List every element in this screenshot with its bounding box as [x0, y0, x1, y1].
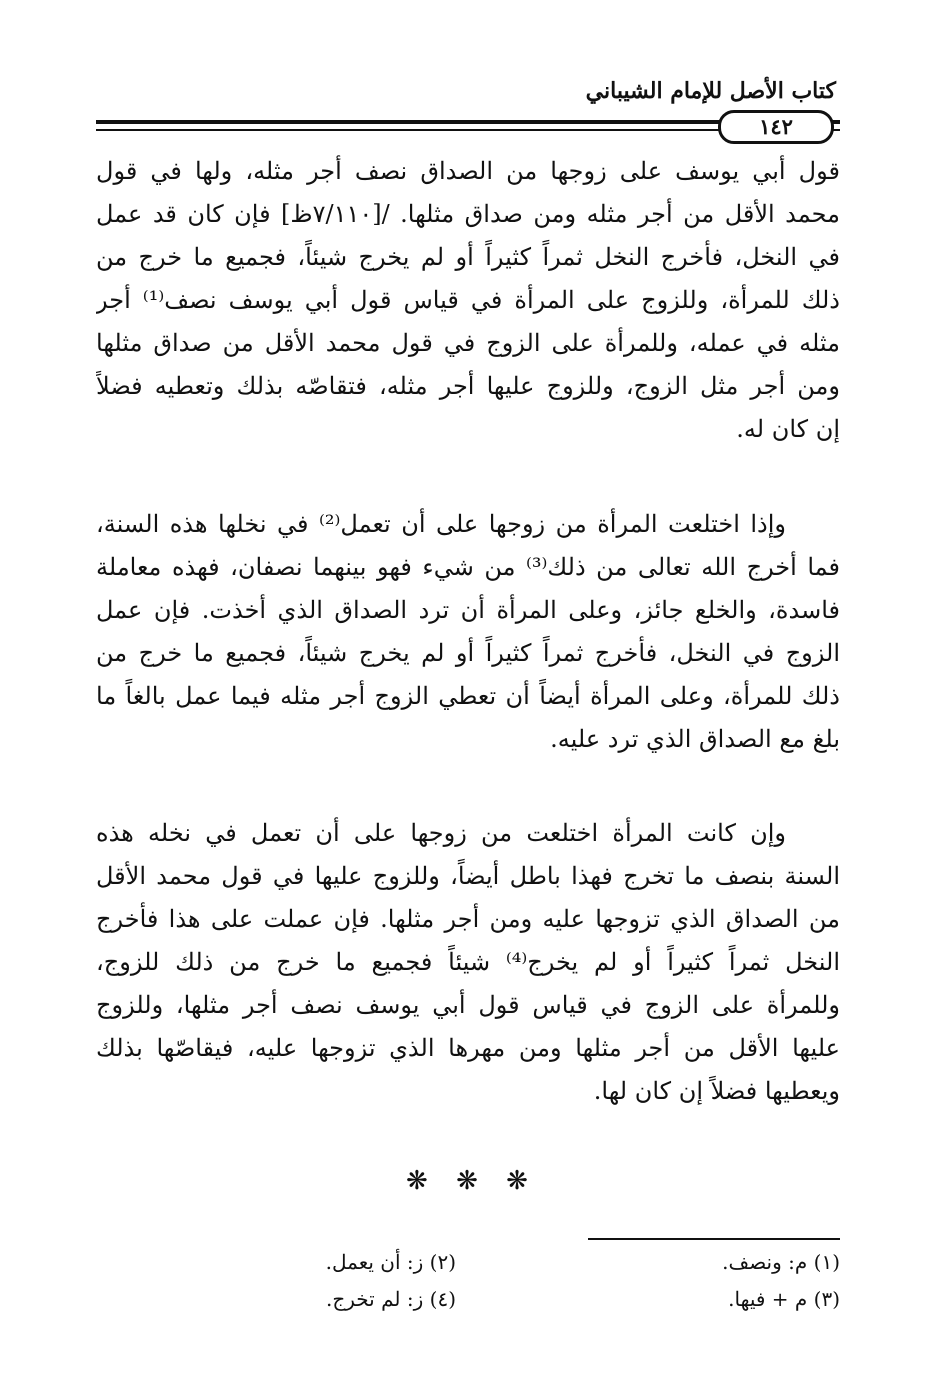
- text-line: السنة بنصف ما تخرج فهذا باطل أيضاً، وللزوج عليها في قول محمد الأقل: [96, 862, 840, 890]
- text-line: النخل ثمراً كثيراً أو لم يخرج⁽⁴⁾ شيئاً فجميع ما خرج من ذلك للزوج،: [96, 948, 840, 976]
- text-line: فاسدة، والخلع جائز، وعلى المرأة أن ترد الصداق الذي أخذت. فإن عمل: [96, 596, 840, 624]
- text-line: وللمرأة على الزوج في قياس قول أبي يوسف نصف أجر مثلها، وللزوج: [96, 991, 840, 1019]
- paragraph-1: [96, 150, 840, 451]
- text-line: الزوج في النخل، فأخرج ثمراً كثيراً أو لم يخرج شيئاً، فجميع ما خرج من: [96, 639, 840, 667]
- paragraph-3: [96, 812, 840, 1113]
- page-number: ١٤٢: [718, 110, 834, 144]
- text-line: وإذا اختلعت المرأة من زوجها على أن تعمل⁽²⁾ في نخلها هذه السنة،: [96, 510, 786, 538]
- footnote-3: (٣) م + فيها.: [728, 1287, 840, 1311]
- text-line: إن كان له.: [736, 415, 840, 443]
- text-line: محمد الأقل من أجر مثله ومن صداق مثلها. /[٧/١١٠ظ] فإن كان قد عمل: [96, 200, 840, 228]
- footnote-rule: [588, 1238, 840, 1240]
- text-line: مثله في عمله، وللمرأة على الزوج في قول محمد الأقل من صداق مثلها: [96, 329, 840, 357]
- running-title: كتاب الأصل للإمام الشيباني: [585, 78, 836, 104]
- text-line: عليها الأقل من أجر مثلها ومن مهرها الذي تزوجها عليه، فيقاصّها بذلك: [96, 1034, 840, 1062]
- text-line: ويعطيها فضلاً إن كان لها.: [593, 1077, 840, 1105]
- paragraph-2: [96, 503, 840, 761]
- text-line: في النخل، فأخرج النخل ثمراً كثيراً أو لم يخرج شيئاً، فجميع ما خرج من: [96, 243, 840, 271]
- text-line: فما أخرج الله تعالى من ذلك⁽³⁾ من شيء فهو بينهما نصفان، فهذه معاملة: [96, 553, 840, 581]
- section-separator-ornament: ❋ ❋ ❋: [406, 1166, 538, 1196]
- text-line: ذلك للمرأة، وللزوج على المرأة في قياس قول أبي يوسف نصف⁽¹⁾ أجر: [96, 286, 840, 314]
- text-line: وإن كانت المرأة اختلعت من زوجها على أن تعمل في نخله هذه: [96, 819, 786, 847]
- footnote-1: (١) م: ونصف.: [722, 1250, 840, 1274]
- footnote-4: (٤) ز: لم تخرج.: [325, 1287, 456, 1311]
- text-line: ذلك للمرأة، وعلى المرأة أيضاً أن تعطي الزوج أجر مثله فيما عمل بالغاً ما: [96, 682, 840, 710]
- text-line: بلغ مع الصداق الذي ترد عليه.: [550, 725, 840, 753]
- text-line: قول أبي يوسف على زوجها من الصداق نصف أجر مثله، ولها في قول: [96, 157, 840, 185]
- text-line: من الصداق الذي تزوجها عليه ومن أجر مثلها. فإن عملت على هذا فأخرج: [96, 905, 840, 933]
- footnote-2: (٢) ز: أن يعمل.: [325, 1250, 456, 1274]
- text-line: ومن أجر مثل الزوج، وللزوج عليها أجر مثله، فتقاصّه بذلك وتعطيه فضلاً: [96, 372, 840, 400]
